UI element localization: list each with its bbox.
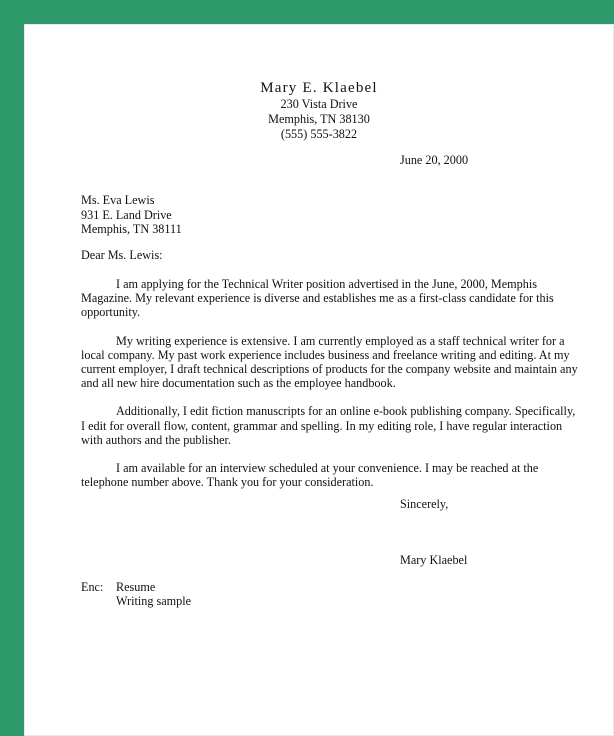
- salutation: Dear Ms. Lewis:: [81, 248, 163, 262]
- sender-name: Mary E. Klaebel: [260, 80, 378, 96]
- letter-page: [24, 24, 614, 736]
- enclosure-label: Enc:: [81, 580, 104, 594]
- recipient-name: Ms. Eva Lewis: [81, 193, 155, 207]
- enclosure-item: Writing sample: [116, 594, 191, 609]
- cover-letter: [24, 24, 614, 736]
- body-paragraph: My writing experience is extensive. I am currently employed as a staff technical writer for a local company. My past work experience includes business and freelance writing and editing. At my current employer, I draft technical descriptions of products for the company website and maintain any and all new hire documentation such as the employee handbook.: [81, 333, 578, 391]
- enclosure-item: Resume: [116, 580, 156, 594]
- letter-date: June 20, 2000: [400, 153, 469, 167]
- body-paragraph: I am applying for the Technical Writer position advertised in the June, 2000, Memphis Magazine. My relevant experience is diverse and establishes me as a first-class candidate for this opportunity.: [81, 277, 554, 320]
- sender-phone: (555) 555-3822: [280, 127, 358, 141]
- recipient-block: [81, 193, 182, 237]
- enclosure-list: [116, 580, 191, 608]
- recipient-street: 931 E. Land Drive: [81, 207, 172, 222]
- recipient-city: Memphis, TN 38111: [81, 222, 182, 236]
- closing: Sincerely,: [400, 497, 449, 511]
- body-paragraph: Additionally, I edit fiction manuscripts for an online e-book publishing company. Specifically, I edit for overall flow, content, grammar and spelling. In my editing role, I have regular interaction with authors and the publisher.: [81, 404, 576, 447]
- letter-body: [81, 277, 581, 503]
- body-paragraph: I am available for an interview scheduled at your convenience. I may be reached at the telephone number above. Thank you for your consideration.: [81, 461, 539, 490]
- sender-city: Memphis, TN 38130: [268, 112, 370, 126]
- sender-block: [24, 80, 614, 142]
- signature-name: Mary Klaebel: [400, 553, 468, 567]
- sender-street: 230 Vista Drive: [280, 97, 358, 111]
